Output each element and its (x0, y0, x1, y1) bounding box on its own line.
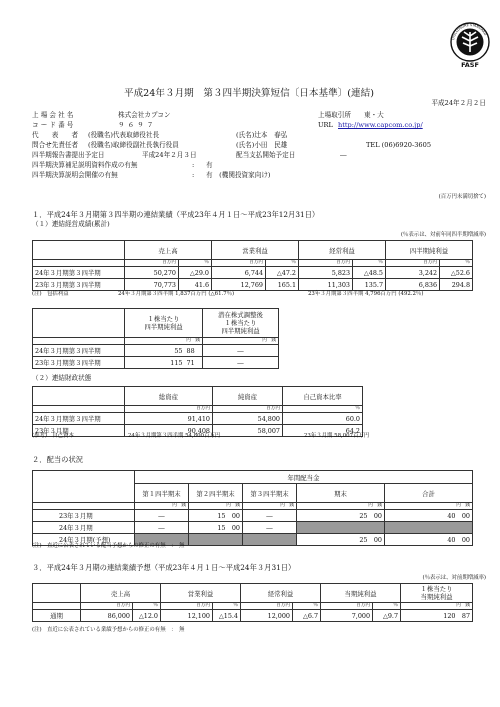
unit-cell: ％ (133, 603, 161, 610)
fasf-disclosure-logo (448, 20, 492, 70)
dividend-revision-note: (注) 直近に公表されている配当予想からの修正の有無 ： 無 (32, 543, 185, 549)
unit-cell: 円 銭 (203, 338, 279, 345)
value-cell: 55 (125, 345, 185, 357)
eps-table (32, 308, 279, 369)
release-date: 平成24年２月２日 (431, 99, 486, 107)
row-label: 23年３月期 (33, 425, 125, 437)
value-cell: ― (243, 510, 297, 522)
table-row (33, 522, 473, 534)
briefing-label: 四半期決算説明会開催の有無 (32, 171, 118, 179)
value-cell: 6,744 (212, 267, 266, 279)
equity-note-23: 23年３月期 58,007百万円 (304, 433, 370, 439)
header-diluted-eps: 潜在株式調整後 １株当たり 四半期純利益 (203, 309, 279, 338)
unit-cell: 円 銭 (243, 503, 297, 510)
section1-heading: １．平成24年３月期第３四半期の連結業績（平成23年４月１日～平成23年12月31日） (32, 210, 320, 219)
exchange-label: 上場取引所 (318, 111, 351, 119)
unit-cell: 円 銭 (297, 503, 385, 510)
section3-heading: ３．平成24年３月期の連結業績予想（平成23年４月１日～平成24年３月31日） (32, 563, 296, 572)
forecast-revision-note: (注) 直近に公表されている業績予想からの修正の有無 ： 無 (32, 627, 185, 633)
value-cell: 50,270 (125, 267, 179, 279)
logo-ring-text: DISCLOSURE STANDARD (451, 22, 488, 41)
value-cell: 6,836 (386, 279, 440, 291)
operating-results-table (32, 240, 473, 291)
unit-cell: 円 銭 (135, 503, 189, 510)
header-ordinary-income: 経常利益 (241, 584, 321, 603)
unit-cell: ％ (179, 260, 212, 267)
unit-cell: 百万円 (241, 603, 293, 610)
header-net-assets: 純資産 (213, 387, 283, 406)
value-cell: △6.7 (293, 610, 321, 622)
table-row (33, 357, 279, 369)
header-equity-ratio: 自己資本比率 (283, 387, 363, 406)
unit-cell: 百万円 (212, 260, 266, 267)
unit-cell: 百万円 (299, 260, 353, 267)
company-name: 株式会社カプコン (118, 111, 171, 119)
supplementary-colon: : (192, 161, 195, 169)
url-label: URL (318, 121, 333, 129)
header-q2-end: 第２四半期末 (189, 484, 243, 503)
unit-cell: 円 銭 (401, 603, 473, 610)
value-cell: 5,823 (299, 267, 353, 279)
table-row (33, 267, 473, 279)
value-cell: 71 (185, 357, 203, 369)
value-cell: 40 00 (385, 510, 473, 522)
corner-cell (33, 387, 125, 406)
report-date-label: 四半期報告書提出予定日 (32, 151, 105, 159)
unit-cell: 円 銭 (189, 503, 243, 510)
unit-cell: 百万円 (321, 603, 373, 610)
company-url-link[interactable]: http://www.capcom.co.jp/ (338, 121, 423, 129)
header-sales: 売上高 (81, 584, 161, 603)
table-row (33, 279, 473, 291)
equity-note-label: (参考) 自己資本 (32, 433, 74, 439)
grey-cell (297, 522, 385, 534)
value-cell: 120 87 (401, 610, 473, 622)
header-q3-end: 第３四半期末 (243, 484, 297, 503)
unit-cell: 百万円 (386, 260, 440, 267)
unit-blank (33, 603, 81, 610)
code-label: コ ー ド 番 号 (32, 121, 74, 129)
value-cell: 54,800 (213, 413, 283, 425)
table-row (33, 413, 363, 425)
header-total-assets: 総資産 (125, 387, 213, 406)
comprehensive-income-24: 24年３月期第３四半期 1,837百万円 (△61.7％) (118, 291, 235, 297)
header-year-end: 期末 (297, 484, 385, 503)
value-cell: ― (135, 510, 189, 522)
corner-cell (33, 584, 81, 603)
table-row (33, 345, 279, 357)
briefing-value: 有 (機関投資家向け) (206, 171, 271, 179)
logo-fasf-text: FASF (461, 61, 479, 69)
dividend-start-label: 配当支払開始予定日 (236, 151, 296, 159)
unit-cell: ％ (293, 603, 321, 610)
contact-title: (役職名)取締役副社長執行役員 (88, 141, 179, 149)
header-eps: １株当たり 当期純利益 (401, 584, 473, 603)
header-net-income: 四半期純利益 (386, 241, 473, 260)
unit-cell: 百万円 (81, 603, 133, 610)
grey-cell (243, 534, 297, 546)
unit-cell: ％ (283, 406, 363, 413)
row-label: 24年３月期(予想) (33, 534, 135, 546)
value-cell: 88 (185, 345, 203, 357)
value-cell: 25 00 (297, 534, 385, 546)
row-label: 23年３月期第３四半期 (33, 279, 125, 291)
value-cell: 115 (125, 357, 185, 369)
value-cell: 12,100 (161, 610, 213, 622)
report-date: 平成24年２月３日 (142, 151, 197, 159)
document-title: 平成24年３月期 第３四半期決算短信〔日本基準〕(連結) (124, 88, 374, 99)
unit-cell: 百万円 (213, 406, 283, 413)
header-ordinary-income: 経常利益 (299, 241, 386, 260)
grey-cell (385, 522, 473, 534)
row-label: 24年３月期第３四半期 (33, 267, 125, 279)
value-cell: 165.1 (266, 279, 299, 291)
code-value: ９６９７ (118, 121, 157, 129)
unit-cell: ％ (373, 603, 401, 610)
value-cell: △52.6 (440, 267, 473, 279)
value-cell: 70,773 (125, 279, 179, 291)
value-cell: 135.7 (353, 279, 386, 291)
section2-heading: ２．配当の状況 (32, 455, 84, 464)
value-cell: ― (243, 522, 297, 534)
value-cell: 41.6 (179, 279, 212, 291)
unit-blank (33, 338, 125, 345)
unit-cell: 百万円 (125, 406, 213, 413)
contact-name: (氏名)小田 民雄 (236, 141, 288, 149)
value-cell: 91,410 (125, 413, 213, 425)
briefing-colon: : (192, 171, 195, 179)
supplementary-label: 四半期決算補足説明資料作成の有無 (32, 161, 138, 169)
header-sales: 売上高 (125, 241, 212, 260)
table-row (33, 510, 473, 522)
header-net-income: 当期純利益 (321, 584, 401, 603)
value-cell: ― (203, 357, 279, 369)
row-label: 23年３月期 (33, 510, 135, 522)
representative-label: 代 表 者 (32, 131, 79, 139)
unit-blank (33, 406, 125, 413)
representative-title: (役職名)代表取締役社長 (88, 131, 160, 139)
forecast-table (32, 583, 473, 622)
section3-pct-note: (％表示は、対前期増減率) (422, 575, 486, 581)
value-cell: 90,408 (125, 425, 213, 437)
equity-note-24: 24年３月期第３四半期 54,800百万円 (128, 433, 221, 439)
value-cell: △9.7 (373, 610, 401, 622)
row-label: 24年３月期第３四半期 (33, 345, 125, 357)
exchange-value: 東・大 (364, 111, 384, 119)
header-total: 合計 (385, 484, 473, 503)
unit-blank (33, 503, 135, 510)
section1-sub1: （１）連結経営成績(累計) (32, 220, 110, 228)
value-cell: 12,000 (241, 610, 293, 622)
unit-cell: ％ (266, 260, 299, 267)
unit-cell: 円 銭 (125, 338, 203, 345)
value-cell: 58,007 (213, 425, 283, 437)
section1-pct-note: (％表示は、対前年同四半期増減率) (400, 232, 486, 238)
value-cell: 15 00 (189, 510, 243, 522)
value-cell: 64.2 (283, 425, 363, 437)
value-cell: 15 00 (189, 522, 243, 534)
value-cell: △29.0 (179, 267, 212, 279)
comprehensive-income-label: (注) 包括利益 (32, 291, 69, 297)
supplementary-value: 有 (206, 161, 213, 169)
value-cell: △47.2 (266, 267, 299, 279)
row-label: 24年３月期 (33, 522, 135, 534)
unit-cell: ％ (213, 603, 241, 610)
grey-cell (189, 534, 243, 546)
dividends-table (32, 470, 473, 546)
value-cell: △12.0 (133, 610, 161, 622)
corner-cell (33, 241, 125, 260)
value-cell: 3,242 (386, 267, 440, 279)
value-cell: △15.4 (213, 610, 241, 622)
table-row (33, 610, 473, 622)
row-label: 23年３月期第３四半期 (33, 357, 125, 369)
value-cell: 11,303 (299, 279, 353, 291)
rounding-note: (百万円未満切捨て) (438, 194, 486, 200)
unit-blank (33, 260, 125, 267)
contact-label: 問合せ先責任者 (32, 141, 79, 149)
value-cell: 294.8 (440, 279, 473, 291)
header-eps: １株当たり 四半期純利益 (125, 309, 203, 338)
corner-cell (33, 309, 125, 338)
value-cell: ― (135, 522, 189, 534)
header-operating-income: 営業利益 (161, 584, 241, 603)
value-cell: △48.5 (353, 267, 386, 279)
unit-cell: ％ (440, 260, 473, 267)
value-cell: ― (203, 345, 279, 357)
header-annual-dividends: 年間配当金 (135, 471, 473, 484)
unit-cell: 百万円 (125, 260, 179, 267)
contact-tel: TEL (06)6920-3605 (366, 141, 432, 149)
value-cell: 7,000 (321, 610, 373, 622)
financial-position-table (32, 386, 363, 437)
unit-cell: 円 銭 (385, 503, 473, 510)
company-label: 上 場 会 社 名 (32, 111, 74, 119)
unit-cell: 百万円 (161, 603, 213, 610)
representative-name: (氏名)辻本 春弘 (236, 131, 288, 139)
unit-cell: ％ (353, 260, 386, 267)
section1-sub2: （２）連結財政状態 (32, 374, 92, 382)
header-q1-end: 第１四半期末 (135, 484, 189, 503)
value-cell: 40 00 (385, 534, 473, 546)
dividend-start-value: ― (340, 151, 347, 159)
value-cell: 60.0 (283, 413, 363, 425)
header-operating-income: 営業利益 (212, 241, 299, 260)
value-cell: 12,769 (212, 279, 266, 291)
value-cell: 25 00 (297, 510, 385, 522)
value-cell: 86,000 (81, 610, 133, 622)
row-label: 24年３月期第３四半期 (33, 413, 125, 425)
row-label: 通期 (33, 610, 81, 622)
comprehensive-income-23: 23年３月期第３四半期 4,796百万円 (492.2％) (308, 291, 424, 297)
corner-cell (33, 471, 135, 503)
